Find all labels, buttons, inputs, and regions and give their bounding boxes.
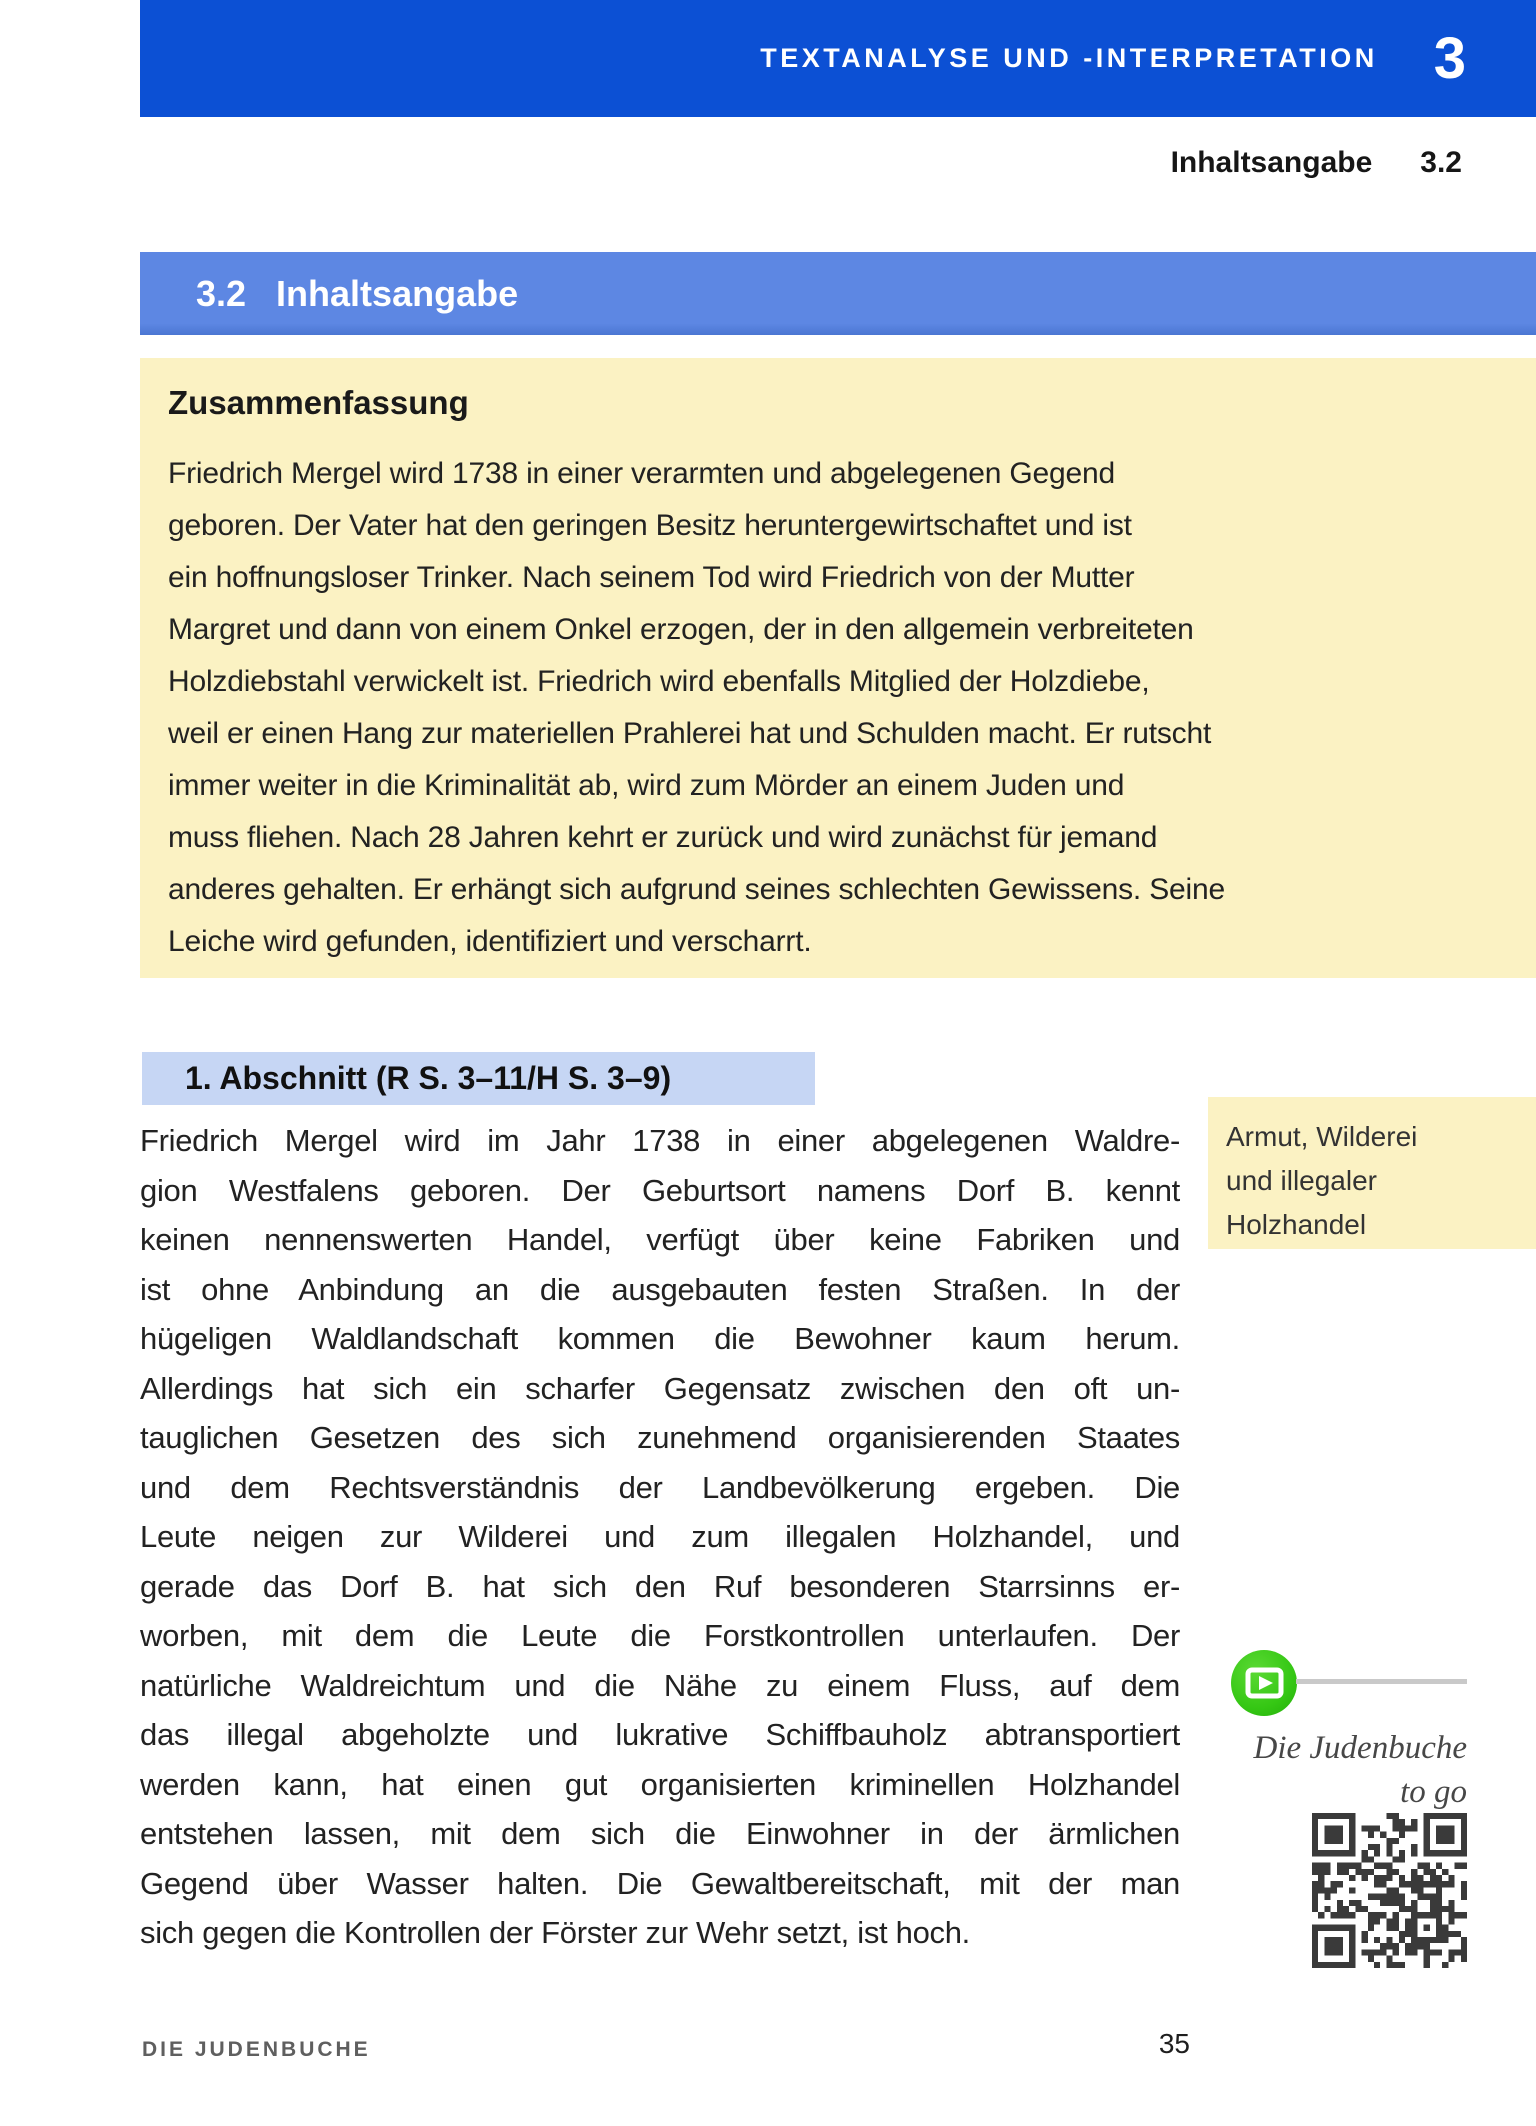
footer-page-number: 35 [1158,2028,1190,2059]
media-caption-line: Die Judenbuche [1253,1730,1467,1766]
body-text-line: Gegend über Wasser halten. Die Gewaltbereitschaft, mit der man [140,1865,1180,1901]
running-head-number: 3.2 [1420,146,1462,179]
media-caption-line: to go [1400,1774,1467,1810]
section-number: 3.2 [196,272,247,314]
media-caption [1150,1726,1467,1814]
body-text-line: das illegal abgeholzte und lukrative Schiffbauholz abtransportiert [140,1717,1180,1752]
summary-text [168,448,1456,968]
body-text-line: gion Westfalens geboren. Der Geburtsort namens Dorf B. kennt [140,1172,1180,1208]
margin-note [1208,1097,1536,1249]
summary-text-line: Holzdiebstahl verwickelt ist. Friedrich wird ebenfalls Mitglied der Holzdiebe, [168,665,1150,698]
qr-code [1312,1813,1467,1968]
body-text-line: Leute neigen zur Wilderei und zum illegalen Holzhandel, und [140,1519,1180,1554]
chapter-number: 3 [1433,25,1466,91]
subsection-heading: 1. Abschnitt (R S. 3–11/H S. 3–9) [185,1060,672,1096]
body-text-line: werden kann, hat einen gut organisierten kriminellen Holzhandel [140,1766,1180,1802]
summary-text-line: ein hoffnungsloser Trinker. Nach seinem Tod wird Friedrich von der Mutter [168,561,1135,594]
chapter-header-bar [140,0,1536,117]
body-text-line: worben, mit dem die Leute die Forstkontrollen unterlaufen. Der [140,1618,1180,1653]
margin-note-line: und illegaler [1226,1165,1377,1196]
summary-text-line: muss fliehen. Nach 28 Jahren kehrt er zurück und wird zunächst für jemand [168,821,1158,854]
body-text-line: ist ohne Anbindung an die ausgebauten festen Straßen. In der [140,1271,1180,1307]
media-divider-line [1296,1679,1467,1684]
body-text-line: gerade das Dorf B. hat sich den Ruf besonderen Starrsinns er- [140,1568,1180,1604]
summary-text-line: Margret und dann von einem Onkel erzogen, der in den allgemein verbreiteten [168,613,1194,646]
body-text-line: natürliche Waldreichtum und die Nähe zu einem Fluss, auf dem [140,1667,1180,1703]
summary-box [140,358,1536,978]
body-text-line: Friedrich Mergel wird im Jahr 1738 in einer abgelegenen Waldre- [140,1123,1180,1158]
body-text-line: entstehen lassen, mit dem sich die Einwohner in der ärmlichen [140,1816,1180,1851]
margin-note-line: Armut, Wilderei [1226,1121,1418,1152]
chapter-title: TEXTANALYSE UND -INTERPRETATION [760,43,1378,73]
body-text-line: und dem Rechtsverständnis der Landbevölkerung ergeben. Die [140,1469,1180,1505]
body-text-line: tauglichen Gesetzen des sich zunehmend organisierenden Staates [140,1420,1180,1455]
body-text-line: Allerdings hat sich ein scharfer Gegensatz zwischen den oft un- [140,1370,1180,1406]
summary-text-line: weil er einen Hang zur materiellen Prahlerei hat und Schulden macht. Er rutscht [168,717,1212,750]
summary-text-line: geboren. Der Vater hat den geringen Besitz heruntergewirtschaftet und ist [168,509,1132,542]
play-video-icon [1229,1648,1299,1718]
margin-note-line: Holzhandel [1226,1209,1367,1240]
summary-heading: Zusammenfassung [168,384,469,421]
subsection-heading-bar [142,1052,815,1105]
summary-text-line: immer weiter in die Kriminalität ab, wird zum Mörder an einem Juden und [168,769,1125,802]
section-title-bar [140,252,1536,335]
margin-note-text [1226,1115,1528,1247]
body-text-line: keinen nennenswerten Handel, verfügt über keine Fabriken und [140,1222,1180,1257]
section-title: Inhaltsangabe [276,272,519,314]
summary-text-line: anderes gehalten. Er erhängt sich aufgrund seines schlechten Gewissens. Seine [168,873,1225,906]
body-text-line: sich gegen die Kontrollen der Förster zur Wehr setzt, ist hoch. [140,1915,970,1950]
summary-text-line: Leiche wird gefunden, identifiziert und verscharrt. [168,925,812,958]
footer-book-title: DIE JUDENBUCHE [142,2038,371,2061]
running-head-label: Inhaltsangabe [1170,146,1373,179]
body-text-line: hügeligen Waldlandschaft kommen die Bewohner kaum herum. [140,1321,1180,1356]
body-text [140,1116,1180,1958]
running-head [140,146,1462,180]
summary-text-line: Friedrich Mergel wird 1738 in einer verarmten und abgelegenen Gegend [168,457,1115,490]
